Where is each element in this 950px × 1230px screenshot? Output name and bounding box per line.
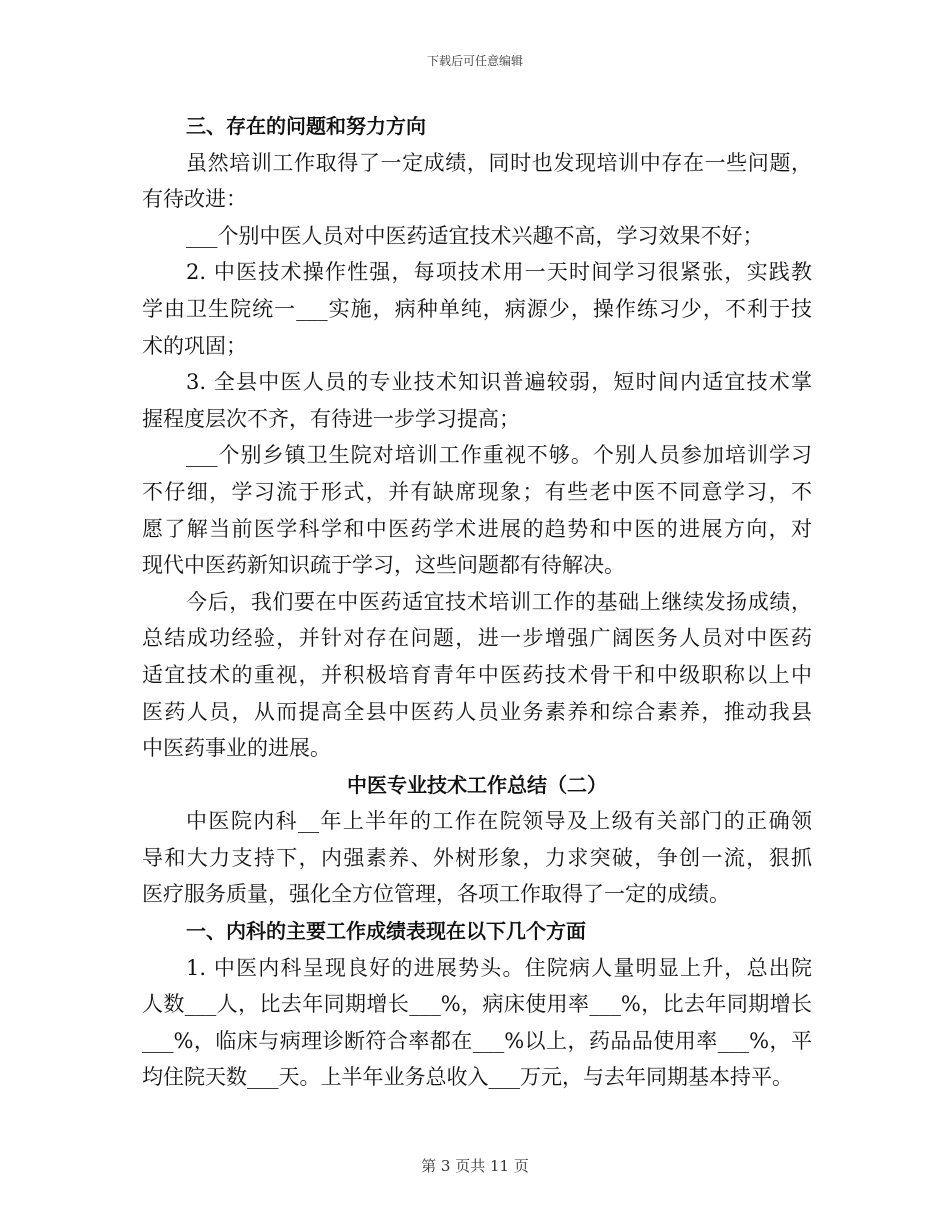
paragraph-line: 有待改进：	[142, 187, 247, 212]
problem-item-4-line: 不仔细，学习流于形式，并有缺席现象；有些老中医不同意学习，不	[142, 479, 812, 504]
paragraph-line: 虽然培训工作取得了一定成绩，同时也发现培训中存在一些问题，	[186, 150, 812, 175]
future-paragraph-line: 中医药事业的进展。	[142, 736, 331, 761]
part-two-title: 中医专业技术工作总结（二）	[347, 772, 607, 797]
page-header: 下载后可任意编辑	[426, 54, 523, 68]
document-body	[142, 108, 812, 1096]
achievement-item-line: 人数___人，比去年同期增长___%，病床使用率___%，比去年同期增长	[142, 992, 812, 1017]
problem-item-4-line: ___个别乡镇卫生院对培训工作重视不够。个别人员参加培训学习	[186, 443, 812, 468]
problem-item-4-line: 现代中医药新知识疏于学习，这些问题都有待解决。	[142, 553, 625, 578]
future-paragraph-line: 适宜技术的重视，并积极培育青年中医药技术骨干和中级职称以上中	[142, 662, 812, 687]
part-two-intro-line: 医疗服务质量，强化全方位管理，各项工作取得了一定的成绩。	[142, 882, 730, 907]
part-two-intro-line: 中医院内科__年上半年的工作在院领导及上级有关部门的正确领	[186, 809, 812, 834]
future-paragraph-line: 医药人员，从而提高全县中医药人员业务素养和综合素养，推动我县	[142, 699, 812, 724]
page-number: 第 3 页共 11 页	[421, 1157, 529, 1175]
problem-item-1: ___个别中医人员对中医药适宜技术兴趣不高，学习效果不好；	[186, 223, 764, 248]
problem-item-2-line: 2. 中医技术操作性强，每项技术用一天时间学习很紧张，实践教	[186, 260, 812, 285]
problem-item-3-line: 握程度层次不齐，有待进一步学习提高；	[142, 406, 520, 431]
problem-item-3-line: 3. 全县中医人员的专业技术知识普遍较弱，短时间内适宜技术掌	[186, 370, 812, 395]
problem-item-4-line: 愿了解当前医学科学和中医药学术进展的趋势和中医的进展方向，对	[142, 516, 812, 541]
part-two-intro-line: 导和大力支持下，内强素养、外树形象，力求突破，争创一流，狠抓	[142, 845, 812, 870]
future-paragraph-line: 今后，我们要在中医药适宜技术培训工作的基础上继续发扬成绩，	[186, 589, 812, 614]
problem-item-2-line: 学由卫生院统一___实施，病种单纯，病源少，操作练习少，不利于技	[142, 296, 812, 321]
achievement-item-line: ___%，临床与病理诊断符合率都在___%以上，药品品使用率___%，平	[142, 1028, 812, 1053]
achievement-item-line: 均住院天数___天。上半年业务总收入___万元，与去年同期基本持平。	[142, 1065, 793, 1090]
achievement-item-line: 1. 中医内科呈现良好的进展势头。住院病人量明显上升，总出院	[186, 955, 812, 980]
problem-item-2-line: 术的巩固；	[142, 333, 247, 358]
section-heading-problems: 三、存在的问题和努力方向	[186, 114, 426, 138]
section-heading-achievements: 一、内科的主要工作成绩表现在以下几个方面	[186, 919, 586, 944]
future-paragraph-line: 总结成功经验，并针对存在问题，进一步增强广阔医务人员对中医药	[142, 626, 812, 651]
